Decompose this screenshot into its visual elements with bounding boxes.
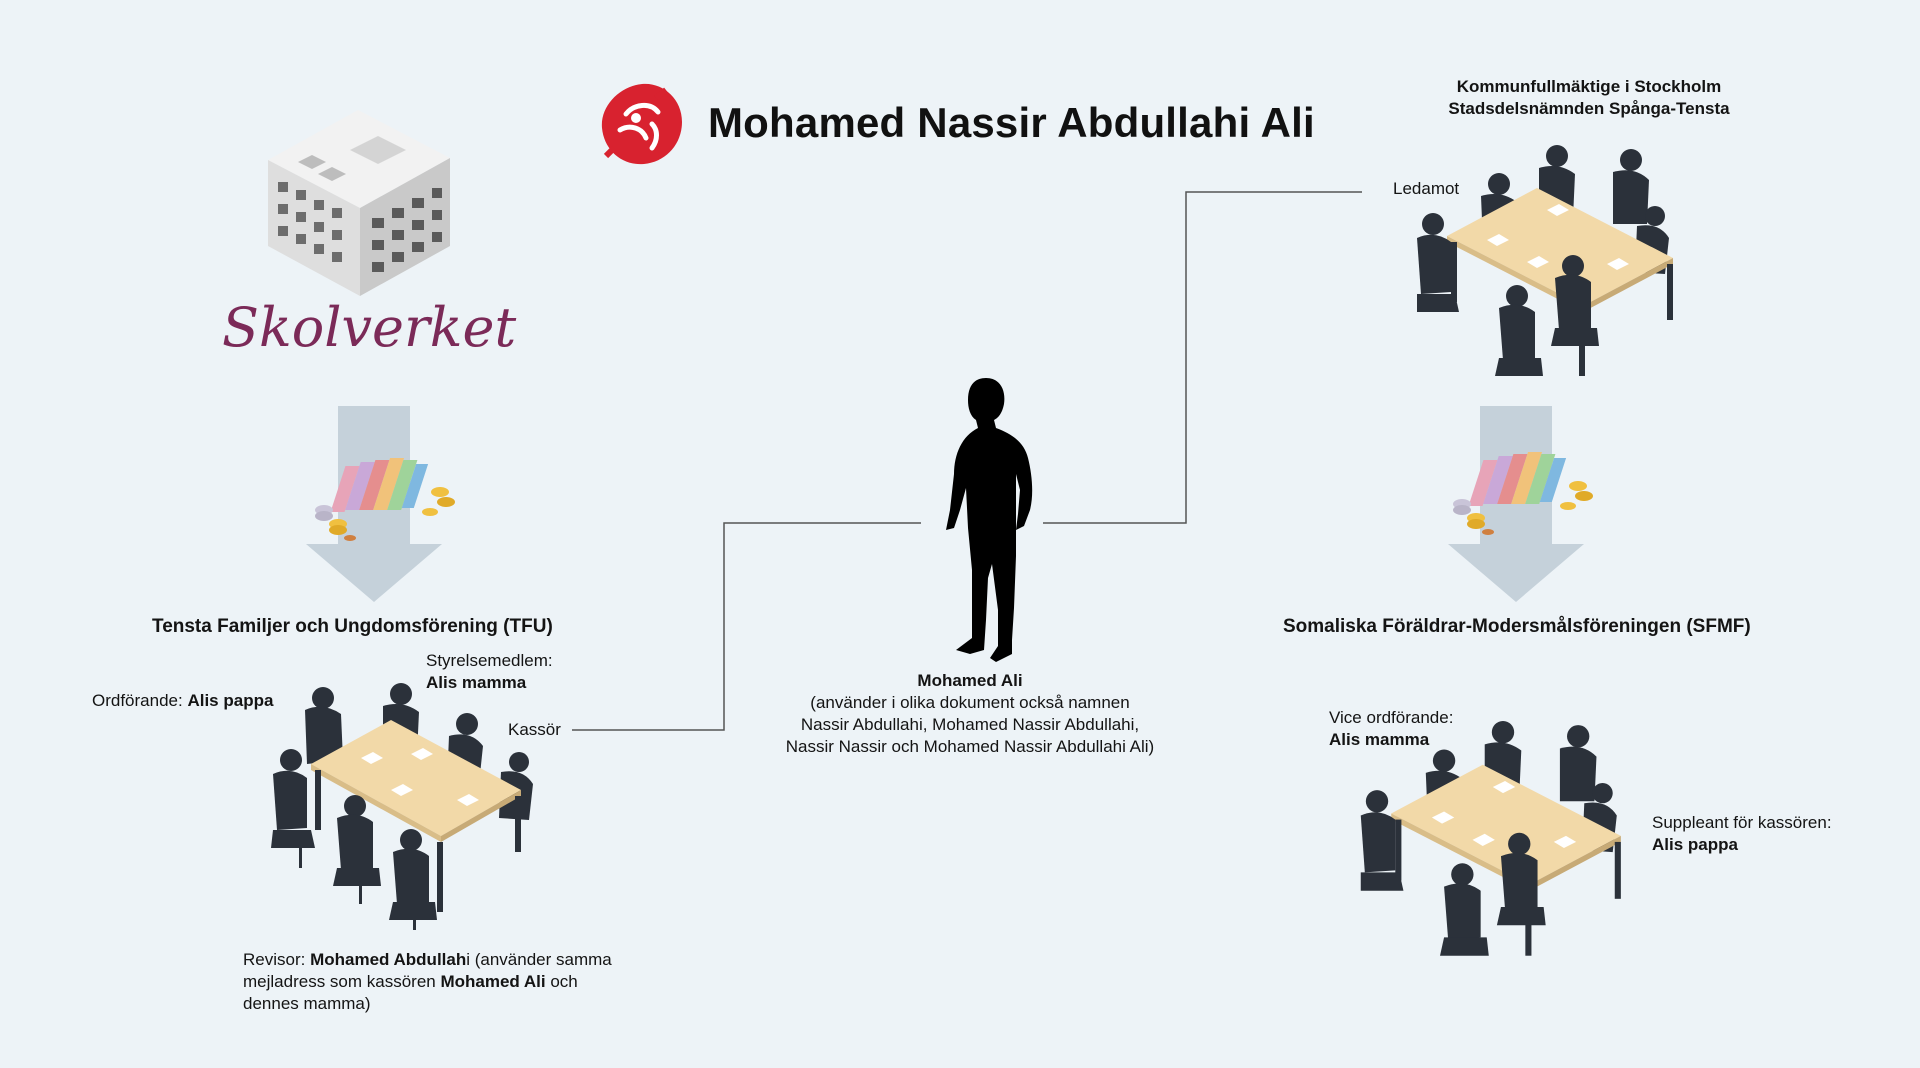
tfu-auditor-line3: dennes mamma) [243, 994, 371, 1013]
sfmf-vice-value: Alis mamma [1329, 730, 1430, 749]
money-icon [310, 452, 456, 542]
sfmf-deputy [1652, 812, 1832, 856]
council-heading [1389, 76, 1789, 120]
meeting-table-icon [270, 680, 552, 930]
tfu-auditor-line2b: Mohamed Ali [440, 972, 546, 991]
tfu-auditor [243, 949, 612, 1015]
person-note-1: (använder i olika dokument också namnen [810, 693, 1130, 712]
sfmf-vice-label: Vice ordförande: [1329, 708, 1454, 727]
connector-person-to-council [1043, 192, 1362, 523]
person-name: Mohamed Ali [917, 671, 1023, 690]
person-note-3: Nassir Nassir och Mohamed Nassir Abdullahi Ali) [785, 737, 1155, 756]
tfu-chair-label: Ordförande: [92, 691, 188, 710]
person-caption [770, 670, 1170, 758]
council-line-2: Stadsdelsnämnden Spånga-Tensta [1448, 99, 1730, 118]
tfu-board-label: Styrelsemedlem: [426, 651, 553, 670]
tfu-auditor-name: Mohamed Abdullah [310, 950, 467, 969]
money-icon [1448, 446, 1594, 536]
rose-logo-icon [596, 78, 688, 170]
tfu-chair-value: Alis pappa [187, 691, 274, 710]
page-title: Mohamed Nassir Abdullahi Ali [708, 99, 1315, 146]
council-role: Ledamot [1393, 179, 1460, 198]
tfu-auditor-label: Revisor: [243, 950, 311, 969]
meeting-table-icon [1360, 720, 1646, 974]
sfmf-vice-chair [1329, 707, 1453, 751]
tfu-auditor-line2c: och [545, 972, 578, 991]
tfu-board-value: Alis mamma [426, 673, 527, 692]
skolverket-logo-text: Skolverket [222, 296, 517, 359]
tfu-auditor-rest: i (använder samma [466, 950, 612, 969]
tfu-board-member [426, 650, 553, 694]
tfu-chair [92, 690, 273, 712]
person-note-2: Nassir Abdullahi, Mohamed Nassir Abdullahi, [800, 715, 1140, 734]
person-silhouette-icon [932, 378, 1042, 664]
tfu-treasurer: Kassör [508, 720, 561, 739]
sfmf-deputy-value: Alis pappa [1652, 835, 1738, 854]
tfu-auditor-line2a: mejladress som kassören [243, 972, 441, 991]
sfmf-name: Somaliska Föräldrar-Modersmålsföreningen (SFMF) [1283, 616, 1751, 637]
building-icon [268, 110, 454, 300]
council-line-1: Kommunfullmäktige i Stockholm [1456, 77, 1722, 96]
sfmf-deputy-label: Suppleant för kassören: [1652, 813, 1832, 832]
tfu-name: Tensta Familjer och Ungdomsförening (TFU) [152, 616, 553, 637]
